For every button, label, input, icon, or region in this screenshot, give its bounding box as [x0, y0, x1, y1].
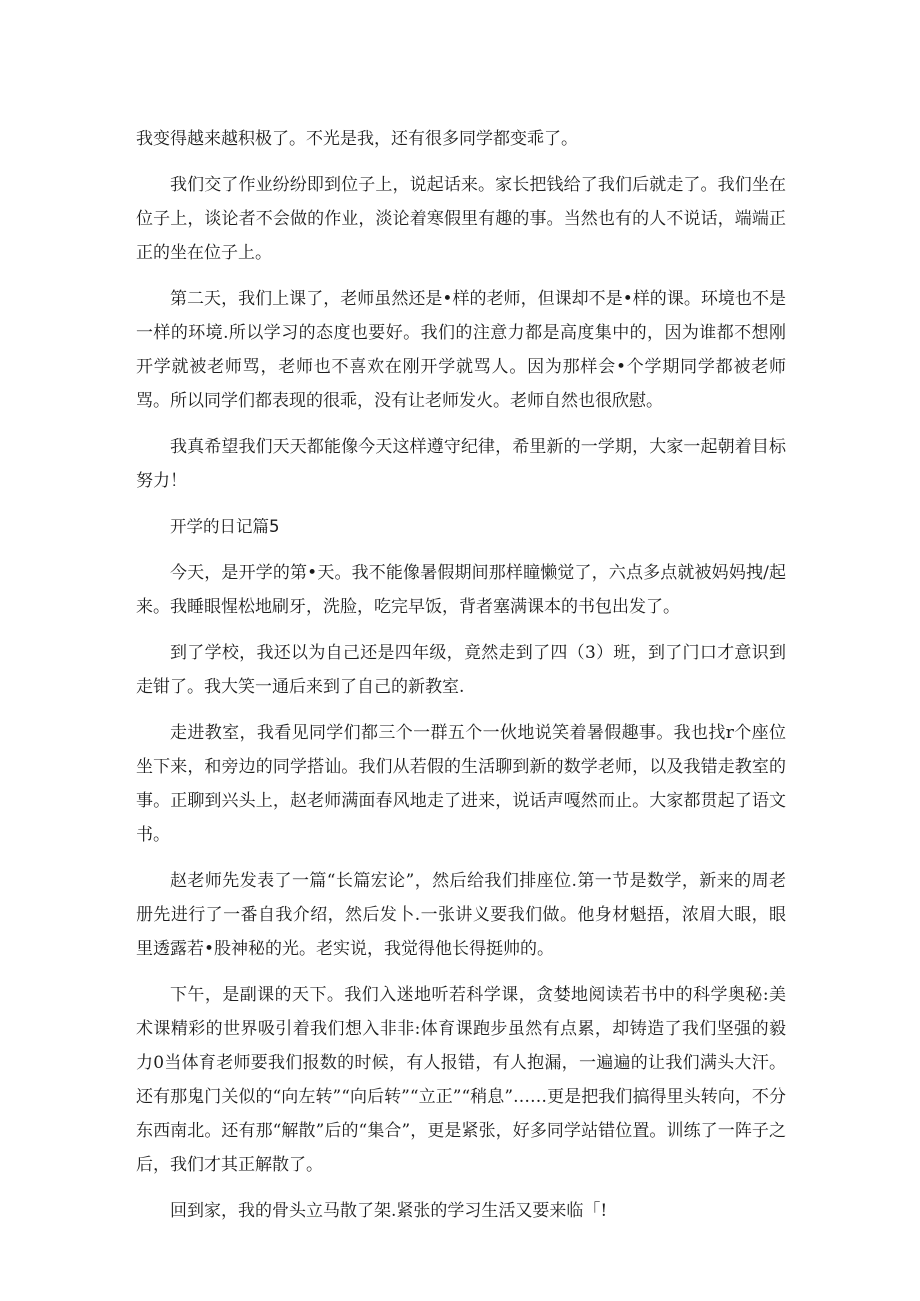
paragraph: 我们交了作业纷纷即到位子上，说起话来。家长把钱给了我们后就走了。我们坐在位子上，谈论者不会做的作业，淡论着寒假里有趣的事。当然也有的人不说话，端端正正的坐在位子上。 — [136, 175, 786, 263]
paragraph: 第二天，我们上课了，老师虽然还是•样的老师，但课却不是•样的课。环境也不是一样的环境.所以学习的态度也要好。我们的注意力都是高度集中的，因为谁都不想刚开学就被老师骂，老师也不喜欢在刚开学就骂人。因为那样会•个学期同学都被老师骂。所以同学们都表现的很乖，没有让老师发火。老师自然也很欣慰。 — [136, 289, 786, 411]
paragraph: 走进教室，我看见同学们都三个一群五个一伙地说笑着暑假趣事。我也找r个座位坐下来，和旁边的同学搭讪。我们从若假的生活聊到新的数学老师，以及我错走教室的事。正聊到兴头上，赵老师满面春风地走了进来，说话声嘎然而止。大家都贯起了语文书。 — [136, 723, 786, 845]
paragraph: 到了学校，我还以为自己还是四年级，竟然走到了四（3）班，到了门口才意识到走钳了。我大笑一通后来到了自己的新教室. — [136, 643, 786, 697]
paragraph: 下午，是副课的天下。我们入迷地听若科学课，贪婪地阅读若书中的科学奥秘:美术课精彩的世界吸引着我们想入非非:体育课跑步虽然有点累，却铸造了我们坚强的毅力0当体育老师要我们报数的时候，有人报错，有人抱漏，一遍遍的让我们满头大汗。还有那鬼门关似的“向左转”“向后转”“立正”“稍息”……更是把我们搞得里头转向，不分东西南北。还有那“解散”后的“集合”，更是紧张，好多同学站错位置。训练了一阵子之后，我们才其正解散了。 — [136, 985, 786, 1175]
section-heading: 开学的日记篇5 — [170, 517, 280, 536]
paragraph: 赵老师先发表了一篇“长篇宏论”，然后给我们排座位.第一节是数学，新来的周老册先进行了一番自我介绍，然后发卜.一张讲义要我们做。他身材魁捂，浓眉大眼，眼里透露若•股神秘的光。老实说，我觉得他长得挺帅的。 — [136, 871, 786, 959]
paragraph: 今天，是开学的第•天。我不能像暑假期间那样瞳懒觉了，六点多点就被妈妈拽/起来。我睡眼惺松地刷牙，洗脸，吃完早饭，背者塞满课本的书包出发了。 — [136, 563, 786, 617]
document-body — [136, 122, 786, 1240]
paragraph: 我变得越来越积极了。不光是我，还有很多同学都变乖了。 — [136, 129, 578, 149]
paragraph: 回到家，我的骨头立马散了架.紧张的学习生活又要来临「! — [170, 1201, 608, 1221]
paragraph: 我真希望我们天天都能像今天这样遵守纪律，希里新的一学期，大家一起朝着目标努力！ — [136, 437, 786, 491]
